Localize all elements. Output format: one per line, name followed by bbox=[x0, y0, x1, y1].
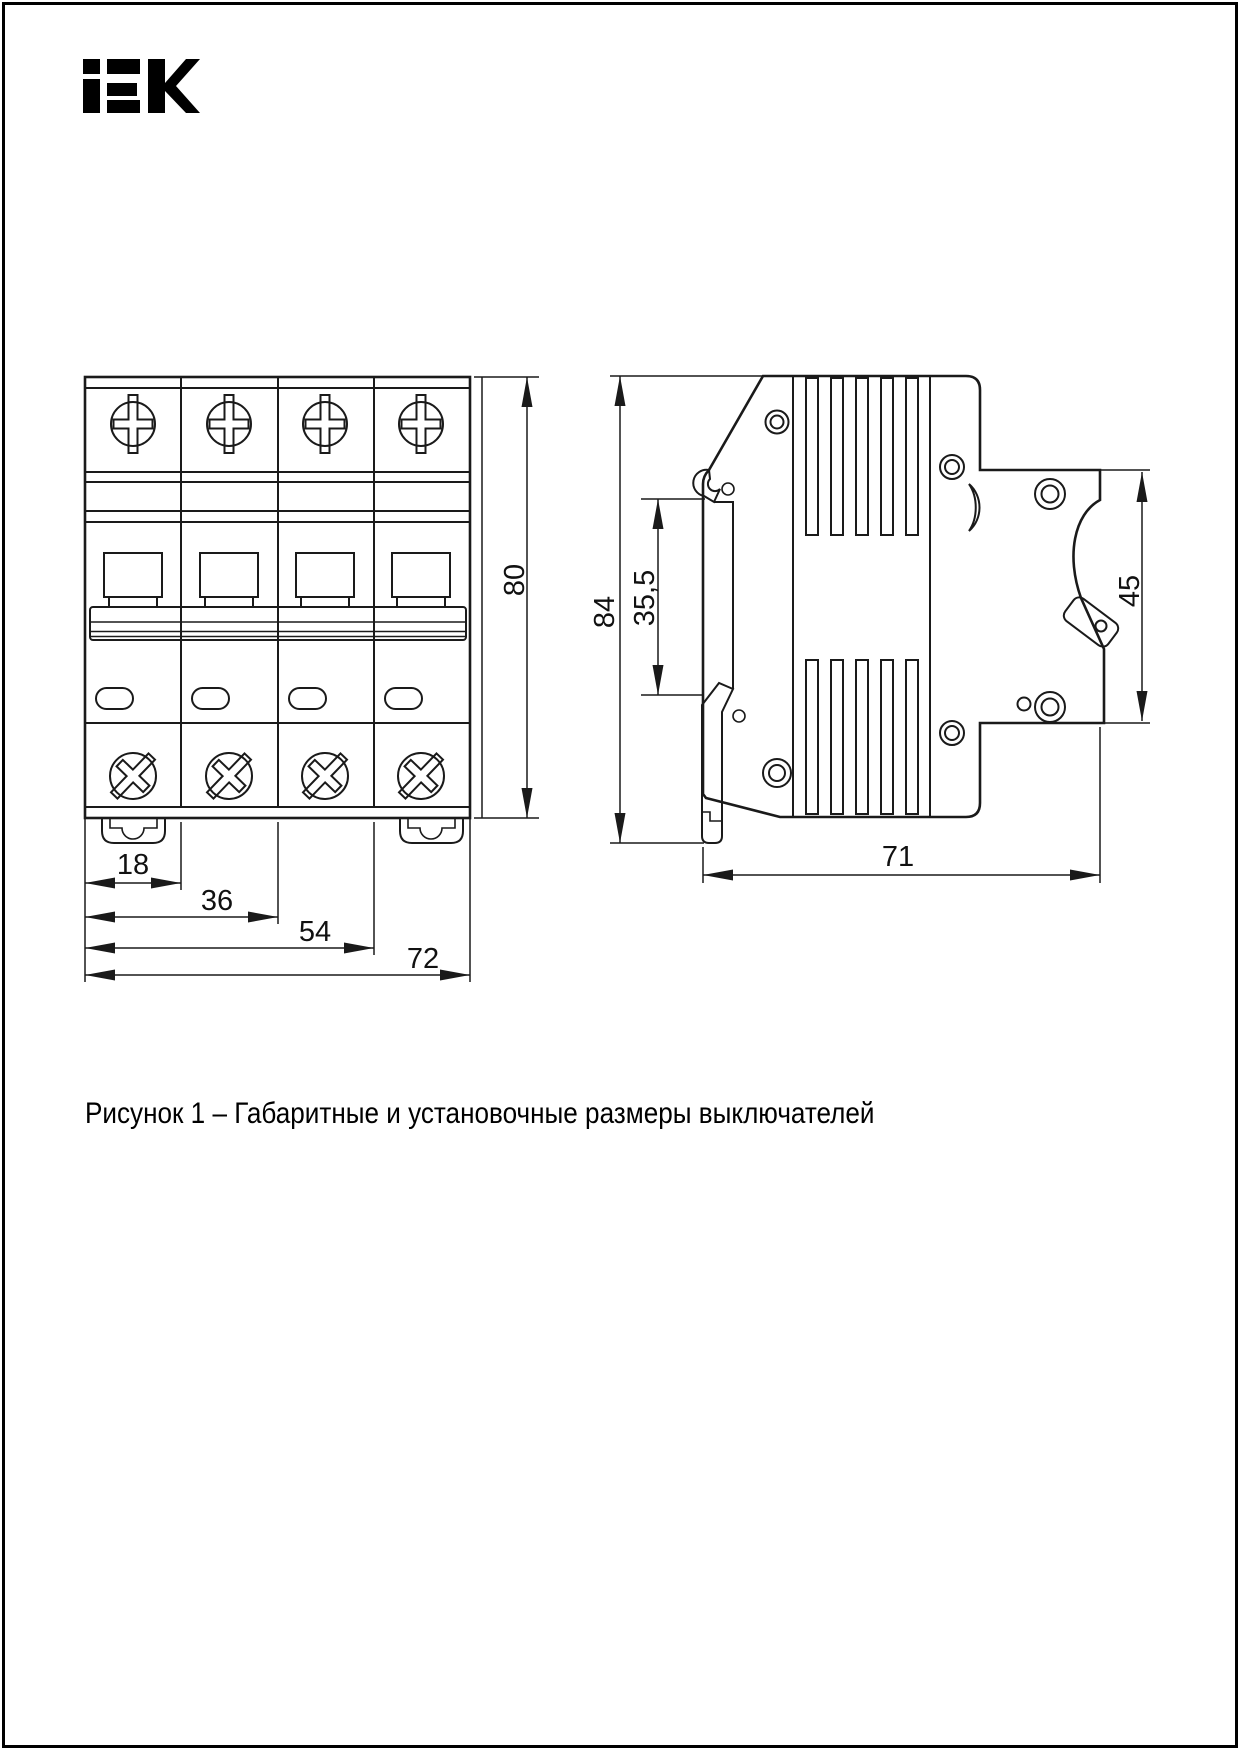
terminal-screw-top-2 bbox=[207, 395, 251, 453]
din-clip-front-left bbox=[102, 818, 165, 843]
toggle-handle bbox=[392, 553, 450, 597]
screw-head bbox=[196, 743, 261, 808]
clip-lower-latch bbox=[702, 683, 733, 843]
breaker-body-side bbox=[703, 376, 1104, 817]
toggle-handle bbox=[104, 553, 162, 597]
indicator-window bbox=[289, 688, 326, 709]
indicator-window bbox=[96, 688, 133, 709]
din-clip-front-right bbox=[400, 818, 463, 843]
dim-label-71: 71 bbox=[881, 841, 915, 873]
rivet bbox=[766, 411, 789, 434]
terminal-screw-top-3 bbox=[303, 395, 347, 453]
module-divider-lines bbox=[181, 377, 374, 807]
clip-spring bbox=[110, 818, 157, 839]
screw-cross-slot bbox=[402, 395, 441, 453]
toggle-handle bbox=[200, 553, 258, 597]
dim-label-18: 18 bbox=[116, 849, 150, 881]
screw-head bbox=[388, 743, 453, 808]
rivet bbox=[1035, 479, 1065, 509]
screw-cross-slot bbox=[210, 395, 249, 453]
indicator-window bbox=[192, 688, 229, 709]
toggle-lever-hole bbox=[1096, 621, 1107, 632]
screw-cross-slot bbox=[306, 395, 345, 453]
clip-recess-face bbox=[714, 502, 733, 689]
rib-slot bbox=[856, 660, 868, 814]
logo-letter-k-arms bbox=[165, 59, 200, 113]
rivet bbox=[940, 455, 964, 479]
terminal-screw-bottom-3 bbox=[290, 741, 361, 812]
rivet-center bbox=[1042, 699, 1059, 716]
curved-slot bbox=[969, 484, 980, 531]
toggle-handle bbox=[296, 553, 354, 597]
dim-label-84: 84 bbox=[589, 595, 621, 629]
rib-slot bbox=[806, 378, 818, 535]
clip-pin-hole-bottom bbox=[733, 710, 745, 722]
front-view bbox=[85, 377, 470, 843]
indicator-window bbox=[385, 688, 422, 709]
terminal-screw-top-4 bbox=[399, 395, 443, 453]
rivet-center bbox=[945, 726, 959, 740]
rivet-center bbox=[945, 460, 959, 474]
rivet-center bbox=[771, 416, 784, 429]
ventilation-ribs-bottom bbox=[806, 660, 918, 814]
screw-head bbox=[100, 743, 165, 808]
rivet bbox=[940, 721, 964, 745]
iek-logo bbox=[83, 59, 200, 113]
rib-slot bbox=[906, 378, 918, 535]
clip-latch-foot bbox=[702, 812, 722, 821]
terminal-screw-bottom-2 bbox=[194, 741, 265, 812]
logo-letter-e-top bbox=[107, 59, 140, 74]
screw-head bbox=[399, 402, 443, 446]
side-view-dimensions bbox=[589, 376, 1150, 883]
terminal-screw-bottom-4 bbox=[386, 741, 457, 812]
rivet-center bbox=[1042, 486, 1059, 503]
rivet bbox=[763, 759, 791, 787]
rivet-center bbox=[769, 765, 785, 781]
rib-slot bbox=[831, 378, 843, 535]
dim-label-36: 36 bbox=[200, 885, 234, 917]
dim-label-35-5: 35,5 bbox=[629, 569, 661, 627]
rib-slot bbox=[831, 660, 843, 814]
rib-slot bbox=[881, 660, 893, 814]
figure-caption: Рисунок 1 – Габаритные и установочные размеры выключателей bbox=[85, 1097, 875, 1130]
rib-slot bbox=[856, 378, 868, 535]
logo-letter-i-dot bbox=[83, 59, 100, 74]
terminal-screw-top-1 bbox=[111, 395, 155, 453]
logo-letter-k-stem bbox=[148, 59, 165, 113]
dim-label-45: 45 bbox=[1114, 574, 1146, 608]
screw-cross-slot bbox=[114, 395, 153, 453]
clip-spring bbox=[408, 818, 455, 839]
small-hole bbox=[1018, 698, 1031, 711]
logo-letter-e-bottom bbox=[107, 100, 140, 113]
screw-head bbox=[111, 402, 155, 446]
rib-slot bbox=[881, 378, 893, 535]
dim-label-54: 54 bbox=[298, 916, 332, 948]
logo-letter-i-stem bbox=[83, 79, 100, 113]
ventilation-ribs-top bbox=[806, 378, 918, 535]
screw-head bbox=[207, 402, 251, 446]
dim-label-72: 72 bbox=[406, 943, 440, 975]
rivet bbox=[1035, 692, 1065, 722]
din-clip-side bbox=[693, 470, 745, 843]
terminal-screw-bottom-1 bbox=[98, 741, 169, 812]
rib-slot bbox=[906, 660, 918, 814]
side-view bbox=[693, 376, 1121, 843]
clip-pin-hole-top bbox=[722, 483, 734, 495]
rib-slot bbox=[806, 660, 818, 814]
screw-head bbox=[292, 743, 357, 808]
dim-label-80: 80 bbox=[499, 563, 531, 597]
rib-block-faces bbox=[793, 376, 930, 817]
screw-head bbox=[303, 402, 347, 446]
logo-letter-e-mid bbox=[107, 83, 137, 96]
rivets bbox=[763, 411, 1065, 788]
